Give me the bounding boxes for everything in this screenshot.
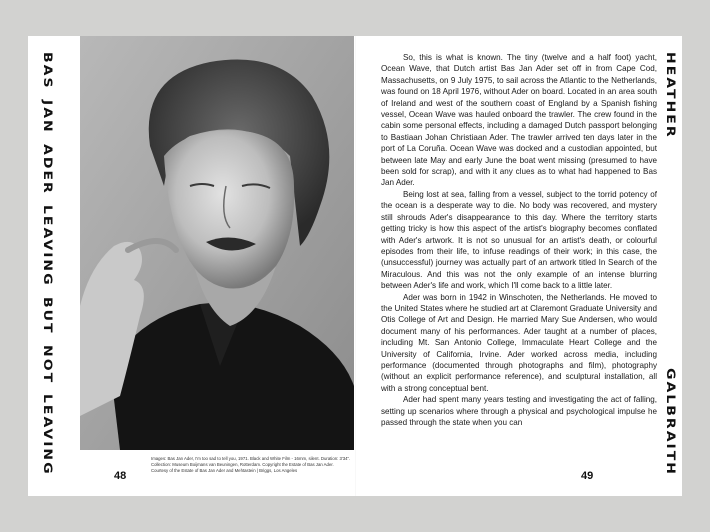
page-number: 49 bbox=[581, 470, 594, 482]
portrait-photo bbox=[80, 36, 354, 450]
right-page bbox=[355, 36, 682, 496]
title-word: LEAVING bbox=[40, 205, 54, 287]
photo-caption: Images: Bas Jan Ader, I'm too sad to tell you, 1971. Black and White Film - 16mm, silent. Duration: 3'34". Collection: Museum Boijmans van Beuningen, Rotterdam. Copyright the Estate of Bas Jan Ader. Courtesy of the Estate of Bas Jan Ader and Mehtastein | Briggs, Los Angeles bbox=[151, 456, 351, 473]
left-page bbox=[28, 36, 355, 496]
title-word: LEAVING bbox=[40, 394, 54, 476]
paragraph: Being lost at sea, falling from a vessel, subject to the torrid potency of the ocean is a desperate way to die. No body was recovered, and mystery still shrouds Ader's disappearance to this day. Where the territory starts getting tricky is how this aspect of the artist's biography becomes conflated with Ader's artwork. It is not so unusual for an artist's death, or colourful episodes from their life, to infuse readings of their work; in this case, the (unsuccessful) journey was actually part of an artwork titled In Search of the Miraculous. And this was not the only example of an intense blurring between Ader's life and work, which I'll come back to a little later. bbox=[381, 189, 657, 291]
page-number: 48 bbox=[114, 470, 127, 482]
title-word: NOT bbox=[40, 344, 54, 385]
paragraph: Ader was born in 1942 in Winschoten, the Netherlands. He moved to the United States where he studied art at Claremont Graduate University and Otis College of Art and Design. He married Mary Sue Andersen, who would document many of his performances. Ader taught at a number of places, including Mt. San Antonio College, Immaculate Heart College and the University of California, Irvine. Ader worked across media, including performance (documented through photographs and film), photography (without an explicit performance reference), and sculptural installation, all with a strong conceptual bent. bbox=[381, 292, 657, 393]
author-word: GALBRAITH bbox=[663, 367, 677, 476]
portrait-illustration bbox=[80, 36, 354, 450]
title-word: BUT bbox=[40, 296, 54, 335]
title-word: BAS bbox=[40, 52, 54, 90]
article-body bbox=[381, 52, 657, 428]
paragraph: So, this is what is known. The tiny (twelve and a half foot) yacht, Ocean Wave, that Dutch artist Bas Jan Ader set off in from Cape Cod, Massachusetts, on 9 July 1975, to sail across the Atlantic to the Netherlands, was found on 18 April 1976, without Ader on board. Located in an area south of Ireland and west of the southern coast of England by a Spanish fishing vessel, Ocean Wave was hauled onboard the trawler. The crew found in the cabin some personal effects, including a damaged Dutch passport belonging to Bastiaan Johan Christiaan Ader. The trawler arrived ten days later in the port of La Coruña. Ocean Wave was docked and a custodian appointed, but between late May and early June the boat went missing (presumed to have been sold for scrap), and with it any clues as to what had happened to Bas Jan Ader. bbox=[381, 53, 657, 188]
vertical-author bbox=[659, 52, 681, 476]
vertical-title bbox=[36, 52, 58, 476]
author-word: HEATHER bbox=[663, 52, 677, 139]
title-word: ADER bbox=[40, 143, 54, 195]
title-word: JAN bbox=[40, 99, 54, 134]
book-spread bbox=[28, 36, 682, 496]
paragraph: Ader had spent many years testing and investigating the act of falling, setting up scenarios where through a physical and psychological impulse he passed through the state when you can bbox=[381, 395, 657, 427]
